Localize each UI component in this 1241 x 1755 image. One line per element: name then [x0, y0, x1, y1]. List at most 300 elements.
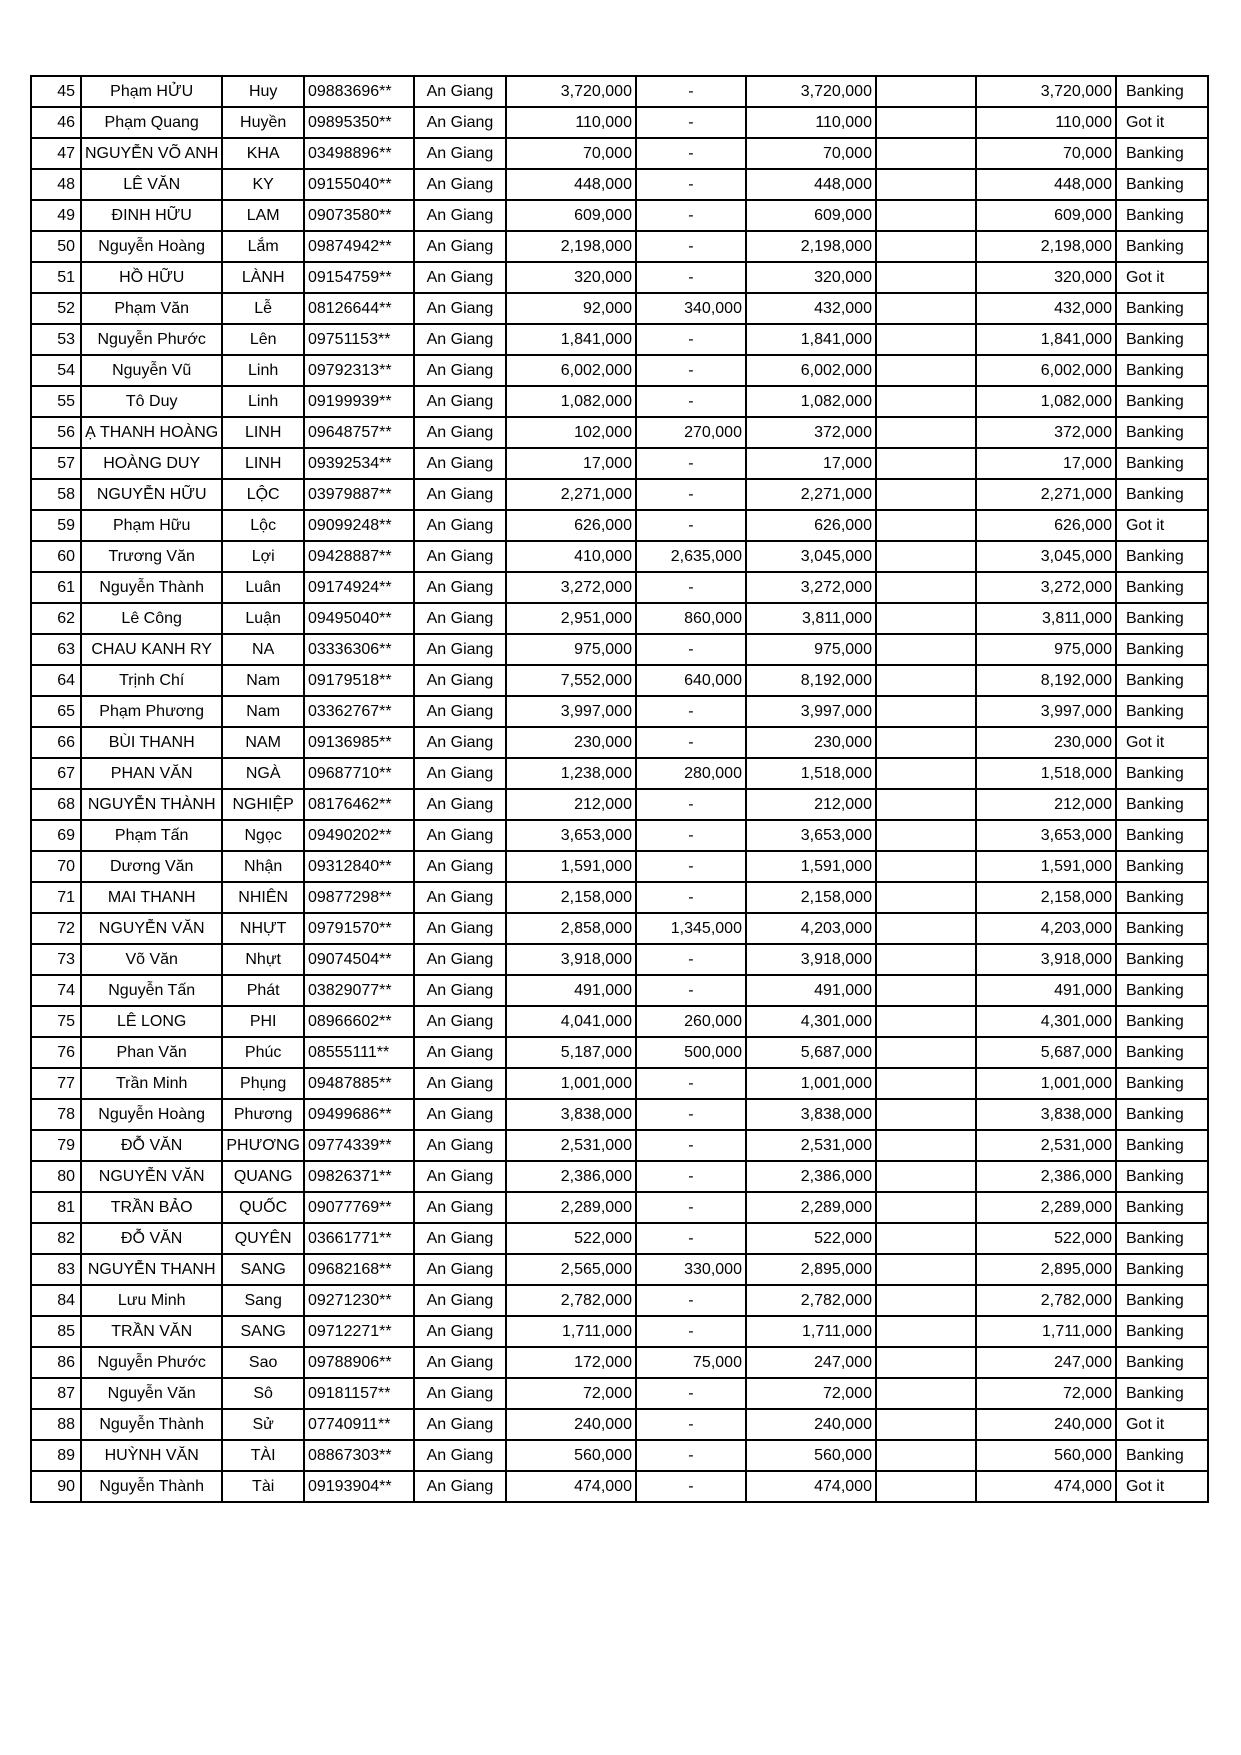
cell-row-number: 59 [31, 510, 81, 541]
cell-province: An Giang [414, 76, 506, 107]
cell-amount-total: 2,289,000 [746, 1192, 876, 1223]
table-row [31, 1099, 1208, 1130]
roster-table [30, 75, 1209, 1503]
cell-row-number: 58 [31, 479, 81, 510]
cell-amount-total: 8,192,000 [746, 665, 876, 696]
cell-phone-masked: 09877298** [304, 882, 414, 913]
table-row [31, 1285, 1208, 1316]
table-row [31, 1440, 1208, 1471]
cell-amount-total: 522,000 [746, 1223, 876, 1254]
cell-amount-primary: 3,997,000 [506, 696, 636, 727]
cell-amount-primary: 522,000 [506, 1223, 636, 1254]
cell-given-name: SANG [222, 1316, 304, 1347]
cell-amount-primary: 975,000 [506, 634, 636, 665]
cell-row-number: 51 [31, 262, 81, 293]
cell-amount-extra: 860,000 [636, 603, 746, 634]
cell-amount-primary: 3,720,000 [506, 76, 636, 107]
cell-family-name: Phạm Văn [81, 293, 222, 324]
cell-status: Banking [1116, 1223, 1208, 1254]
cell-amount-primary: 3,918,000 [506, 944, 636, 975]
cell-amount-total: 3,918,000 [746, 944, 876, 975]
cell-province: An Giang [414, 789, 506, 820]
cell-amount-primary: 240,000 [506, 1409, 636, 1440]
table-row [31, 727, 1208, 758]
cell-amount-total: 609,000 [746, 200, 876, 231]
cell-blank [876, 1006, 976, 1037]
cell-amount-primary: 1,841,000 [506, 324, 636, 355]
cell-status: Banking [1116, 944, 1208, 975]
cell-amount-payout: 3,720,000 [976, 76, 1116, 107]
cell-province: An Giang [414, 1192, 506, 1223]
cell-amount-extra: - [636, 820, 746, 851]
cell-amount-payout: 448,000 [976, 169, 1116, 200]
cell-blank [876, 200, 976, 231]
cell-amount-payout: 3,653,000 [976, 820, 1116, 851]
cell-amount-total: 626,000 [746, 510, 876, 541]
cell-row-number: 82 [31, 1223, 81, 1254]
cell-amount-primary: 410,000 [506, 541, 636, 572]
cell-blank [876, 448, 976, 479]
cell-phone-masked: 09181157** [304, 1378, 414, 1409]
cell-amount-primary: 2,565,000 [506, 1254, 636, 1285]
table-row [31, 169, 1208, 200]
cell-given-name: Phúc [222, 1037, 304, 1068]
cell-amount-total: 491,000 [746, 975, 876, 1006]
cell-province: An Giang [414, 975, 506, 1006]
cell-amount-extra: - [636, 1223, 746, 1254]
table-row [31, 789, 1208, 820]
cell-amount-primary: 3,838,000 [506, 1099, 636, 1130]
cell-family-name: ĐỖ VĂN [81, 1223, 222, 1254]
cell-blank [876, 665, 976, 696]
table-row [31, 913, 1208, 944]
cell-blank [876, 293, 976, 324]
cell-row-number: 84 [31, 1285, 81, 1316]
cell-family-name: Lưu Minh [81, 1285, 222, 1316]
cell-given-name: Huyền [222, 107, 304, 138]
cell-status: Banking [1116, 1037, 1208, 1068]
cell-row-number: 52 [31, 293, 81, 324]
cell-amount-total: 240,000 [746, 1409, 876, 1440]
cell-blank [876, 727, 976, 758]
cell-amount-primary: 212,000 [506, 789, 636, 820]
cell-amount-payout: 4,301,000 [976, 1006, 1116, 1037]
cell-given-name: LAM [222, 200, 304, 231]
cell-amount-total: 17,000 [746, 448, 876, 479]
cell-amount-extra: 340,000 [636, 293, 746, 324]
table-row [31, 882, 1208, 913]
cell-status: Banking [1116, 200, 1208, 231]
cell-amount-primary: 102,000 [506, 417, 636, 448]
cell-amount-extra: - [636, 479, 746, 510]
cell-row-number: 90 [31, 1471, 81, 1502]
cell-amount-total: 474,000 [746, 1471, 876, 1502]
cell-given-name: LINH [222, 448, 304, 479]
cell-phone-masked: 07740911** [304, 1409, 414, 1440]
cell-blank [876, 572, 976, 603]
cell-family-name: HOÀNG DUY [81, 448, 222, 479]
cell-amount-total: 212,000 [746, 789, 876, 820]
cell-given-name: Phương [222, 1099, 304, 1130]
cell-amount-payout: 1,711,000 [976, 1316, 1116, 1347]
cell-province: An Giang [414, 355, 506, 386]
cell-amount-total: 247,000 [746, 1347, 876, 1378]
cell-family-name: Trương Văn [81, 541, 222, 572]
cell-amount-primary: 92,000 [506, 293, 636, 324]
cell-amount-extra: - [636, 1440, 746, 1471]
cell-given-name: Lợi [222, 541, 304, 572]
cell-amount-primary: 3,653,000 [506, 820, 636, 851]
cell-blank [876, 603, 976, 634]
cell-amount-extra: - [636, 324, 746, 355]
cell-status: Banking [1116, 1440, 1208, 1471]
cell-status: Banking [1116, 758, 1208, 789]
cell-row-number: 83 [31, 1254, 81, 1285]
cell-phone-masked: 03362767** [304, 696, 414, 727]
cell-amount-extra: - [636, 851, 746, 882]
cell-given-name: NGHIỆP [222, 789, 304, 820]
cell-province: An Giang [414, 665, 506, 696]
cell-province: An Giang [414, 727, 506, 758]
cell-amount-payout: 110,000 [976, 107, 1116, 138]
cell-amount-primary: 1,591,000 [506, 851, 636, 882]
cell-amount-extra: 280,000 [636, 758, 746, 789]
cell-phone-masked: 08126644** [304, 293, 414, 324]
cell-amount-primary: 2,158,000 [506, 882, 636, 913]
cell-amount-primary: 1,238,000 [506, 758, 636, 789]
cell-status: Banking [1116, 1378, 1208, 1409]
table-row [31, 1223, 1208, 1254]
table-row [31, 634, 1208, 665]
cell-blank [876, 882, 976, 913]
cell-amount-total: 2,531,000 [746, 1130, 876, 1161]
cell-status: Got it [1116, 727, 1208, 758]
cell-blank [876, 975, 976, 1006]
cell-amount-extra: - [636, 1316, 746, 1347]
cell-family-name: TRẦN VĂN [81, 1316, 222, 1347]
cell-amount-payout: 3,997,000 [976, 696, 1116, 727]
cell-amount-primary: 2,858,000 [506, 913, 636, 944]
cell-phone-masked: 08966602** [304, 1006, 414, 1037]
table-row [31, 1347, 1208, 1378]
cell-given-name: PHƯƠNG [222, 1130, 304, 1161]
cell-province: An Giang [414, 913, 506, 944]
cell-given-name: NA [222, 634, 304, 665]
cell-phone-masked: 09826371** [304, 1161, 414, 1192]
cell-phone-masked: 08176462** [304, 789, 414, 820]
cell-phone-masked: 09199939** [304, 386, 414, 417]
cell-amount-total: 3,045,000 [746, 541, 876, 572]
table-row [31, 231, 1208, 262]
table-row [31, 541, 1208, 572]
cell-amount-total: 3,272,000 [746, 572, 876, 603]
cell-status: Banking [1116, 1161, 1208, 1192]
cell-family-name: Tô Duy [81, 386, 222, 417]
cell-amount-extra: - [636, 386, 746, 417]
cell-status: Banking [1116, 479, 1208, 510]
cell-amount-total: 70,000 [746, 138, 876, 169]
cell-family-name: Dương Văn [81, 851, 222, 882]
cell-given-name: NAM [222, 727, 304, 758]
cell-given-name: LÀNH [222, 262, 304, 293]
cell-family-name: Ạ THANH HOÀNG [81, 417, 222, 448]
cell-status: Banking [1116, 1130, 1208, 1161]
cell-amount-payout: 626,000 [976, 510, 1116, 541]
table-row [31, 1130, 1208, 1161]
cell-amount-extra: - [636, 1130, 746, 1161]
cell-amount-payout: 609,000 [976, 200, 1116, 231]
cell-amount-total: 2,386,000 [746, 1161, 876, 1192]
cell-status: Banking [1116, 541, 1208, 572]
cell-amount-payout: 3,045,000 [976, 541, 1116, 572]
cell-phone-masked: 03498896** [304, 138, 414, 169]
cell-family-name: Trần Minh [81, 1068, 222, 1099]
cell-row-number: 78 [31, 1099, 81, 1130]
cell-amount-primary: 2,271,000 [506, 479, 636, 510]
cell-phone-masked: 09392534** [304, 448, 414, 479]
cell-blank [876, 1285, 976, 1316]
cell-family-name: Võ Văn [81, 944, 222, 975]
cell-given-name: Luân [222, 572, 304, 603]
cell-amount-extra: 640,000 [636, 665, 746, 696]
cell-given-name: QUỐC [222, 1192, 304, 1223]
cell-amount-total: 2,198,000 [746, 231, 876, 262]
cell-row-number: 63 [31, 634, 81, 665]
cell-blank [876, 107, 976, 138]
cell-row-number: 53 [31, 324, 81, 355]
cell-phone-masked: 09179518** [304, 665, 414, 696]
cell-blank [876, 1378, 976, 1409]
cell-family-name: NGUYỄN VĂN [81, 913, 222, 944]
cell-status: Banking [1116, 975, 1208, 1006]
cell-given-name: TÀI [222, 1440, 304, 1471]
cell-family-name: Nguyễn Thành [81, 1471, 222, 1502]
cell-amount-total: 2,895,000 [746, 1254, 876, 1285]
cell-blank [876, 634, 976, 665]
cell-province: An Giang [414, 1347, 506, 1378]
cell-province: An Giang [414, 882, 506, 913]
cell-row-number: 81 [31, 1192, 81, 1223]
cell-status: Banking [1116, 696, 1208, 727]
cell-amount-total: 6,002,000 [746, 355, 876, 386]
cell-amount-extra: - [636, 200, 746, 231]
cell-blank [876, 1440, 976, 1471]
cell-family-name: LÊ LONG [81, 1006, 222, 1037]
cell-row-number: 87 [31, 1378, 81, 1409]
table-row [31, 1161, 1208, 1192]
cell-amount-total: 1,841,000 [746, 324, 876, 355]
table-row [31, 1316, 1208, 1347]
cell-phone-masked: 09154759** [304, 262, 414, 293]
cell-family-name: NGUYỄN THÀNH [81, 789, 222, 820]
cell-amount-payout: 1,518,000 [976, 758, 1116, 789]
cell-status: Got it [1116, 510, 1208, 541]
cell-amount-extra: - [636, 510, 746, 541]
cell-family-name: Nguyễn Phước [81, 1347, 222, 1378]
cell-row-number: 88 [31, 1409, 81, 1440]
table-row [31, 479, 1208, 510]
cell-given-name: Lên [222, 324, 304, 355]
cell-amount-total: 4,301,000 [746, 1006, 876, 1037]
cell-status: Banking [1116, 882, 1208, 913]
cell-row-number: 75 [31, 1006, 81, 1037]
cell-amount-payout: 2,158,000 [976, 882, 1116, 913]
cell-province: An Giang [414, 107, 506, 138]
cell-status: Banking [1116, 355, 1208, 386]
cell-amount-primary: 172,000 [506, 1347, 636, 1378]
cell-amount-payout: 5,687,000 [976, 1037, 1116, 1068]
cell-province: An Giang [414, 1068, 506, 1099]
cell-amount-primary: 70,000 [506, 138, 636, 169]
cell-amount-extra: - [636, 169, 746, 200]
cell-amount-primary: 2,289,000 [506, 1192, 636, 1223]
cell-amount-primary: 1,711,000 [506, 1316, 636, 1347]
cell-row-number: 77 [31, 1068, 81, 1099]
cell-amount-primary: 72,000 [506, 1378, 636, 1409]
cell-family-name: Phạm Phương [81, 696, 222, 727]
cell-amount-primary: 1,001,000 [506, 1068, 636, 1099]
cell-amount-total: 3,811,000 [746, 603, 876, 634]
cell-province: An Giang [414, 1223, 506, 1254]
table-row [31, 665, 1208, 696]
cell-amount-payout: 70,000 [976, 138, 1116, 169]
table-row [31, 386, 1208, 417]
cell-amount-total: 1,001,000 [746, 1068, 876, 1099]
cell-amount-payout: 320,000 [976, 262, 1116, 293]
cell-amount-total: 3,720,000 [746, 76, 876, 107]
cell-blank [876, 1347, 976, 1378]
cell-amount-payout: 1,082,000 [976, 386, 1116, 417]
cell-given-name: QUYÊN [222, 1223, 304, 1254]
cell-blank [876, 1037, 976, 1068]
cell-phone-masked: 03979887** [304, 479, 414, 510]
cell-status: Got it [1116, 1409, 1208, 1440]
cell-blank [876, 541, 976, 572]
cell-status: Banking [1116, 913, 1208, 944]
cell-status: Got it [1116, 262, 1208, 293]
cell-row-number: 54 [31, 355, 81, 386]
cell-amount-primary: 474,000 [506, 1471, 636, 1502]
cell-given-name: Lễ [222, 293, 304, 324]
cell-row-number: 57 [31, 448, 81, 479]
cell-family-name: Lê Công [81, 603, 222, 634]
cell-phone-masked: 09751153** [304, 324, 414, 355]
cell-amount-payout: 2,386,000 [976, 1161, 1116, 1192]
cell-given-name: NGÀ [222, 758, 304, 789]
cell-blank [876, 1471, 976, 1502]
cell-phone-masked: 09682168** [304, 1254, 414, 1285]
table-row [31, 820, 1208, 851]
cell-phone-masked: 03661771** [304, 1223, 414, 1254]
cell-given-name: Linh [222, 386, 304, 417]
cell-row-number: 79 [31, 1130, 81, 1161]
cell-amount-primary: 560,000 [506, 1440, 636, 1471]
cell-phone-masked: 09077769** [304, 1192, 414, 1223]
cell-amount-extra: 330,000 [636, 1254, 746, 1285]
cell-family-name: ĐINH HỮU [81, 200, 222, 231]
cell-province: An Giang [414, 603, 506, 634]
cell-status: Banking [1116, 324, 1208, 355]
table-row [31, 1378, 1208, 1409]
cell-family-name: NGUYỄN HỮU [81, 479, 222, 510]
cell-province: An Giang [414, 448, 506, 479]
cell-status: Banking [1116, 1254, 1208, 1285]
table-row [31, 262, 1208, 293]
cell-blank [876, 696, 976, 727]
cell-given-name: PHI [222, 1006, 304, 1037]
cell-phone-masked: 09074504** [304, 944, 414, 975]
cell-phone-masked: 09174924** [304, 572, 414, 603]
cell-row-number: 66 [31, 727, 81, 758]
cell-amount-primary: 2,951,000 [506, 603, 636, 634]
cell-amount-total: 3,997,000 [746, 696, 876, 727]
cell-amount-primary: 1,082,000 [506, 386, 636, 417]
cell-family-name: TRẦN BẢO [81, 1192, 222, 1223]
cell-family-name: Nguyễn Thành [81, 572, 222, 603]
cell-family-name: Nguyễn Văn [81, 1378, 222, 1409]
cell-phone-masked: 09487885** [304, 1068, 414, 1099]
cell-amount-primary: 230,000 [506, 727, 636, 758]
cell-phone-masked: 09490202** [304, 820, 414, 851]
cell-amount-total: 2,782,000 [746, 1285, 876, 1316]
cell-amount-extra: - [636, 1285, 746, 1316]
cell-province: An Giang [414, 1378, 506, 1409]
cell-amount-payout: 3,272,000 [976, 572, 1116, 603]
cell-amount-payout: 8,192,000 [976, 665, 1116, 696]
cell-amount-payout: 4,203,000 [976, 913, 1116, 944]
cell-status: Banking [1116, 1285, 1208, 1316]
cell-status: Banking [1116, 1192, 1208, 1223]
cell-amount-primary: 2,198,000 [506, 231, 636, 262]
cell-status: Banking [1116, 169, 1208, 200]
cell-row-number: 69 [31, 820, 81, 851]
cell-amount-total: 448,000 [746, 169, 876, 200]
cell-family-name: NGUYỄN VÕ ANH [81, 138, 222, 169]
cell-family-name: Phan Văn [81, 1037, 222, 1068]
cell-family-name: CHAU KANH RY [81, 634, 222, 665]
cell-province: An Giang [414, 1409, 506, 1440]
cell-amount-extra: - [636, 1409, 746, 1440]
cell-given-name: Sử [222, 1409, 304, 1440]
cell-family-name: Nguyễn Thành [81, 1409, 222, 1440]
table-row [31, 107, 1208, 138]
cell-given-name: KHA [222, 138, 304, 169]
table-row [31, 944, 1208, 975]
cell-blank [876, 510, 976, 541]
cell-amount-extra: - [636, 1161, 746, 1192]
cell-amount-payout: 240,000 [976, 1409, 1116, 1440]
cell-phone-masked: 09791570** [304, 913, 414, 944]
cell-amount-total: 1,082,000 [746, 386, 876, 417]
cell-blank [876, 1099, 976, 1130]
table-row [31, 1192, 1208, 1223]
cell-amount-total: 5,687,000 [746, 1037, 876, 1068]
cell-amount-extra: - [636, 572, 746, 603]
cell-given-name: SANG [222, 1254, 304, 1285]
cell-amount-primary: 4,041,000 [506, 1006, 636, 1037]
cell-province: An Giang [414, 200, 506, 231]
cell-amount-total: 560,000 [746, 1440, 876, 1471]
cell-province: An Giang [414, 634, 506, 665]
cell-amount-payout: 3,918,000 [976, 944, 1116, 975]
cell-row-number: 74 [31, 975, 81, 1006]
cell-given-name: Sô [222, 1378, 304, 1409]
cell-status: Banking [1116, 386, 1208, 417]
cell-family-name: Nguyễn Vũ [81, 355, 222, 386]
cell-blank [876, 262, 976, 293]
cell-status: Banking [1116, 1006, 1208, 1037]
cell-row-number: 72 [31, 913, 81, 944]
